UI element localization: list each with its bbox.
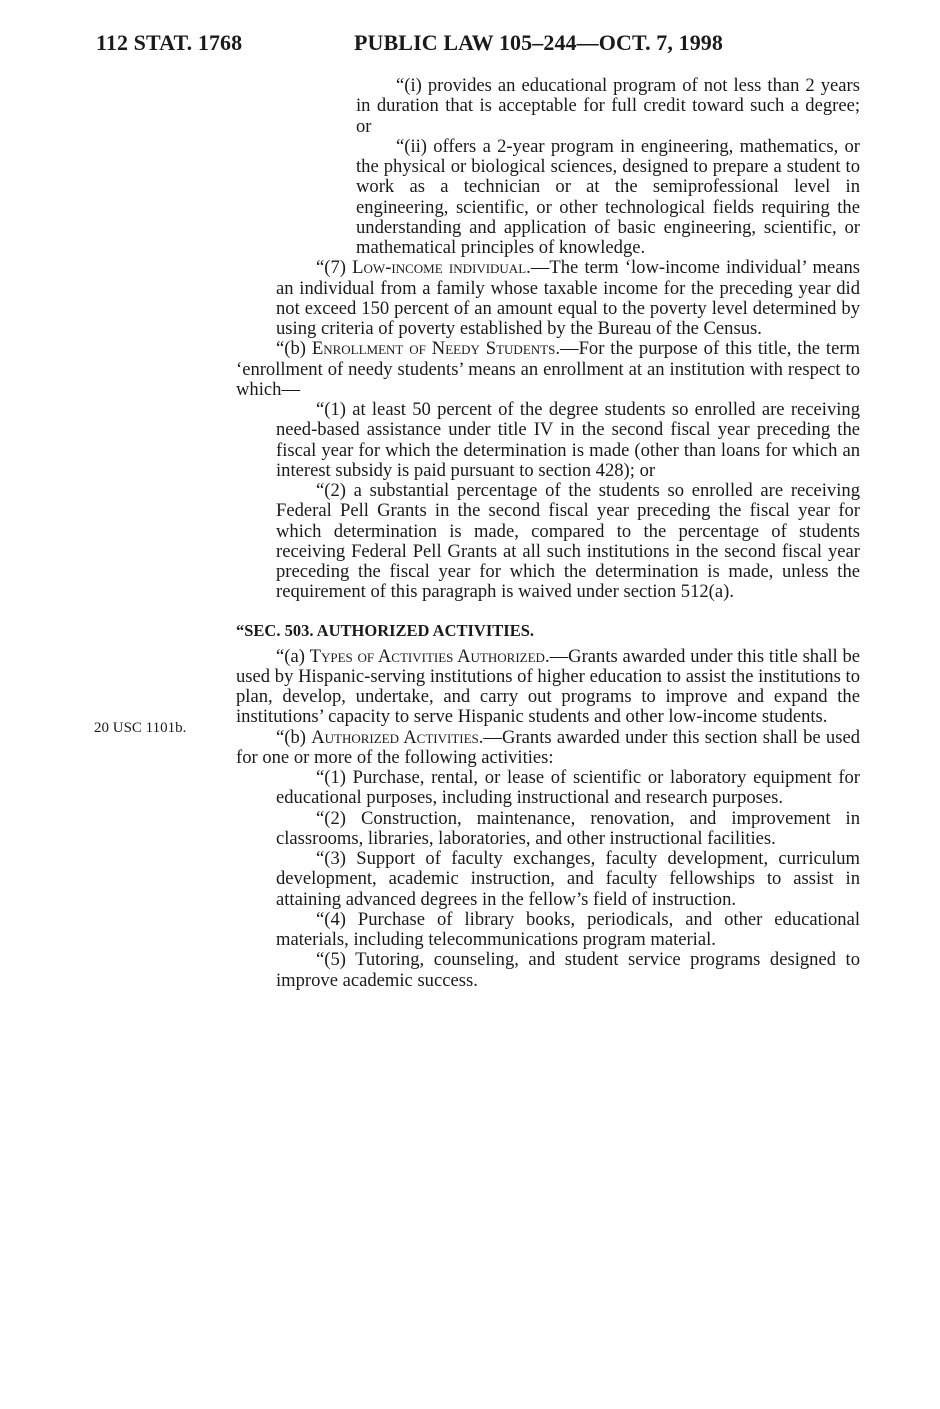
public-law-title: PUBLIC LAW 105–244—OCT. 7, 1998 bbox=[354, 30, 723, 55]
subsection-b-needy bbox=[236, 339, 860, 400]
activity-1: “(1) Purchase, rental, or lease of scientific or laboratory equipment for educational purposes, including instructional and research purposes. bbox=[276, 767, 860, 809]
document-body bbox=[236, 76, 860, 991]
paragraph-7-text: .—The term ‘low-income individual’ means an individual from a family whose taxable income for the preceding year did not exceed 150 percent of an amount equal to the poverty level determined by using criteria of poverty established by the Bureau of the Census. bbox=[276, 257, 860, 339]
subsection-a-number: “(a) bbox=[276, 645, 310, 667]
activity-4: “(4) Purchase of library books, periodicals, and other educational materials, including telecommunications program material. bbox=[276, 908, 860, 950]
margin-citation: 20 USC 1101b. bbox=[94, 720, 187, 736]
paragraph-7 bbox=[236, 258, 860, 339]
paragraph-ii: “(ii) offers a 2-year program in engineering, mathematics, or the physical or biological sciences, designed to prepare a student to work as a technician or at the semiprofessional level in engineering, scientific, or other technological fields requiring the understanding and application of basic engineering, scientific, or mathematical principles of knowledge. bbox=[356, 135, 860, 258]
activity-5: “(5) Tutoring, counseling, and student service programs designed to improve academic success. bbox=[276, 949, 860, 991]
activity-2: “(2) Construction, maintenance, renovation, and improvement in classrooms, libraries, laboratories, and other instructional facilities. bbox=[276, 807, 860, 849]
page-header bbox=[96, 30, 856, 60]
activity-3: “(3) Support of faculty exchanges, faculty development, curriculum development, academic instruction, and faculty fellowships to assist in attaining advanced degrees in the fellow’s field of instruction. bbox=[276, 848, 860, 910]
subsection-a-heading: Types of Activities Authorized bbox=[309, 645, 545, 667]
subsection-b-number: “(b) bbox=[276, 338, 312, 360]
subsection-b-auth-heading: Authorized Activities bbox=[311, 726, 479, 748]
section-503-heading: “SEC. 503. AUTHORIZED ACTIVITIES. bbox=[236, 620, 534, 640]
paragraph-7-number: “(7) bbox=[316, 257, 353, 279]
subsection-b-auth-text: .—Grants awarded under this section shall be used for one or more of the following activities: bbox=[236, 726, 861, 768]
paragraph-7-heading: Low-income individual bbox=[352, 257, 527, 279]
paragraph-b2: “(2) a substantial percentage of the students so enrolled are receiving Federal Pell Grants in the second fiscal year preceding the fiscal year for which determination is made, compared to the percentage of students receiving Federal Pell Grants at all such institutions in the second fiscal year preceding the fiscal year for which the determination is made, unless the requirement of this paragraph is waived under section 512(a). bbox=[276, 480, 860, 603]
subsection-a-types bbox=[236, 647, 860, 728]
subsection-b-auth-number: “(b) bbox=[276, 726, 312, 748]
paragraph-b1: “(1) at least 50 percent of the degree students so enrolled are receiving need-based assistance under title IV in the second fiscal year preceding the fiscal year for which the determination is made (other than loans for which an interest subsidy is paid pursuant to section 428); or bbox=[276, 399, 860, 481]
subsection-a-text: .—Grants awarded under this title shall be used by Hispanic-serving institutions of higher education to assist the institutions to plan, develop, undertake, and carry out programs to improve and expand the institutions’ capacity to serve Hispanic students and other low-income students. bbox=[236, 645, 860, 728]
subsection-b-heading: Enrollment of Needy Students bbox=[311, 338, 556, 360]
paragraph-i: “(i) provides an educational program of not less than 2 years in duration that is acceptable for full credit toward such a degree; or bbox=[356, 75, 860, 137]
subsection-b-text: .—For the purpose of this title, the term ‘enrollment of needy students’ means an enrollment at an institution with respect to which— bbox=[236, 338, 860, 400]
statute-page-number: 112 STAT. 1768 bbox=[96, 30, 243, 55]
subsection-b-authorized bbox=[236, 728, 860, 769]
